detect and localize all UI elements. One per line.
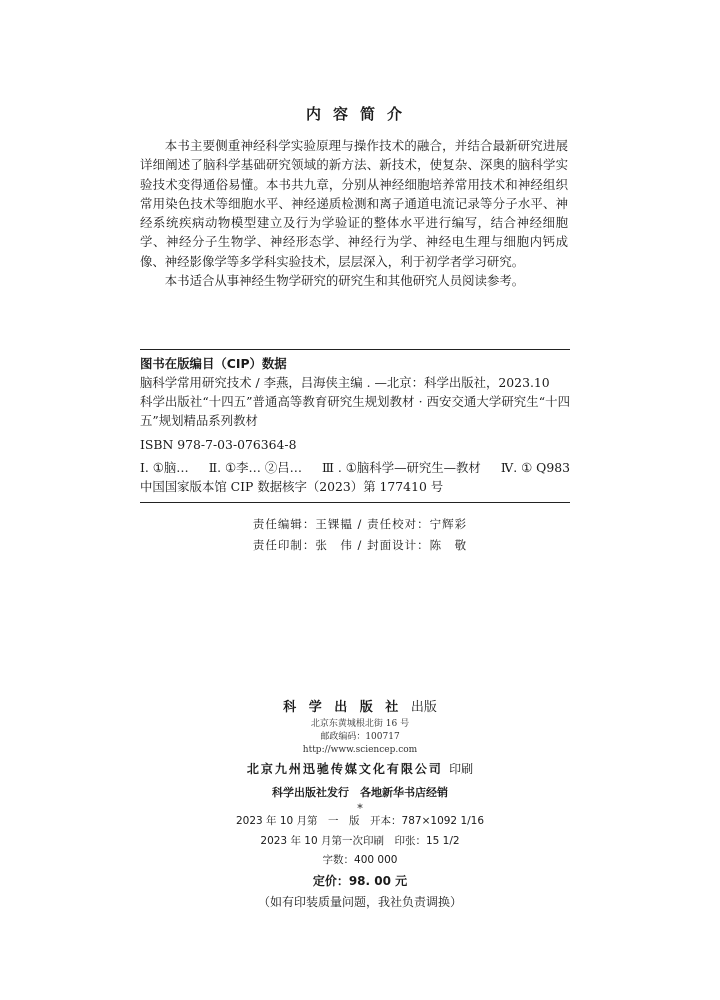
cip-title-line: 脑科学常用研究技术 / 李燕，吕海侠主编 . —北京：科学出版社，2023.10: [140, 375, 550, 390]
publisher-name: 科 学 出 版 社: [283, 700, 403, 715]
publisher-postcode: 邮政编码：100717: [320, 732, 400, 742]
publisher-address: 北京东黄城根北街 16 号: [310, 719, 410, 729]
cip-isbn: ISBN 978-7-03-076364-8: [140, 437, 297, 452]
cip-series-line: 科学出版社“十四五”普通高等教育研究生规划教材 · 西安交通大学研究生“十四五”规划精品系列教材: [140, 394, 570, 428]
cip-class-3: Ⅲ . ①脑科学—研究生—教材: [322, 460, 481, 475]
publisher-suffix: 出版: [410, 700, 437, 715]
cip-class-4: Ⅳ. ① Q983: [500, 460, 570, 475]
edition-line: 2023 年 10 月第 一 版 开本：787×1092 1/16: [235, 815, 485, 827]
staff-credits: [0, 514, 720, 556]
imprint-block: [0, 698, 720, 815]
quality-notice: （如有印装质量问题，我社负责调换）: [257, 894, 462, 909]
cip-bottom-rule: [140, 502, 570, 503]
cip-top-rule: [140, 349, 570, 350]
cip-block: [140, 349, 570, 503]
summary-paragraph-1: 本书主要侧重神经科学实验原理与操作技术的融合，并结合最新研究进展详细阐述了脑科学基础研究领域的新方法、新技术，使复杂、深奥的脑科学实验技术变得通俗易懂。本书共九章，分别从神经细胞培养常用技术和神经组织常用染色技术等细胞水平、神经递质检测和离子通道电流记录等分子水平、神经系统疾病动物模型建立及行为学验证的整体水平进行编写，结合神经细胞学、神经分子生物学、神经形态学、神经行为学、神经电生理与细胞内钙成像、神经影像学等多学科实验技术，层层深入，利于初学者学习研究。: [140, 138, 568, 269]
publisher-url: http://www.sciencep.com: [302, 745, 418, 755]
publisher-line: [0, 698, 720, 718]
staff-row-production: 责任印制：张 伟 / 封面设计：陈 敬: [252, 538, 468, 552]
distribution-line: 科学出版社发行 各地新华书店经销: [272, 786, 448, 799]
cip-class-2: Ⅱ. ①李… ②吕…: [208, 460, 303, 475]
cip-record-number: 中国国家版本馆 CIP 数据核字（2023）第 177410 号: [140, 479, 444, 494]
edition-specs: [0, 812, 720, 913]
summary-paragraph-2: 本书适合从事神经生物学研究的研究生和其他研究人员阅读参考。: [164, 273, 525, 289]
staff-row-editors: 责任编辑：王锞韫 / 责任校对：宁辉彩: [252, 517, 468, 531]
word-count: 字数：400 000: [322, 854, 398, 866]
cip-classification: [140, 458, 570, 477]
price: 定价：98. 00 元: [312, 873, 408, 888]
cip-class-1: Ⅰ. ①脑…: [140, 460, 189, 475]
printer-name: 北京九州迅驰传媒文化有限公司: [246, 762, 443, 776]
cip-heading: 图书在版编目（CIP）数据: [140, 356, 287, 371]
section-title: 内容简介: [305, 105, 414, 123]
printer-suffix: 印刷: [449, 762, 474, 776]
printer-line: [0, 759, 720, 779]
separator-star: *: [357, 802, 363, 815]
printing-line: 2023 年 10 月第一次印刷 印张：15 1/2: [260, 834, 460, 847]
book-summary: [140, 136, 568, 290]
